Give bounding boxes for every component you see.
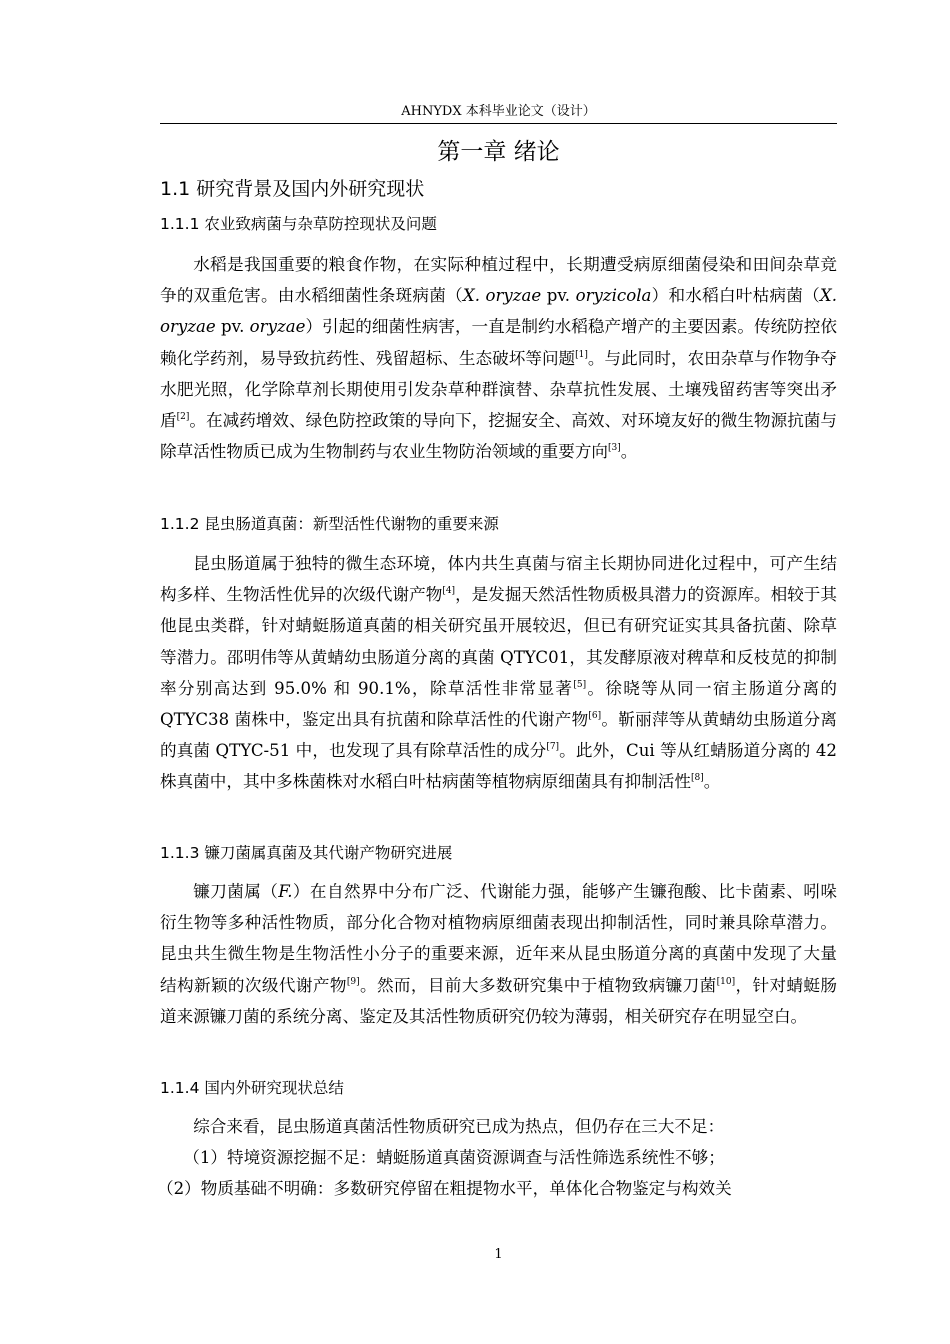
paragraph-2	[160, 548, 837, 798]
text-run: 。此外，Cui 等从红蜻肠道分离的 42 株真菌中，其中多株菌株对水稻白叶枯病菌等植物病原细菌具有抑制活性	[160, 741, 837, 792]
text-run: ，针对蜻蜓肠道来源镰刀菌的系统分离、鉴定及其活性物质研究仍较为薄弱，相关研究存在明显空白。	[160, 975, 838, 1026]
text-run: 镰刀菌属（	[193, 882, 279, 901]
citation-ref: [4]	[442, 586, 456, 597]
text-run: pv.	[215, 317, 250, 337]
text-run: ，是发掘天然活性物质极具潜力的资源库。相较于其他昆虫类群，针对蜻蜓肠道真菌的相关研究虽开展较迟，但已有研究证实其具备抗菌、除草等潜力。邵明伟等从黄蜻幼虫肠道分离的真菌 QTYC01，其发酵原液对稗草和反枝苋的抑制率分别高达到 95.0% 和 90.1%，除草活性非常显著	[160, 585, 838, 698]
text-run: ）引起的细菌性病害，一直是制约水稻稳产增产的主要因素。传统防控依赖化学药剂，易导致抗药性、残留超标、生态破坏等问题	[160, 317, 837, 368]
paragraph-4-intro: 综合来看，昆虫肠道真菌活性物质研究已成为热点，但仍存在三大不足：	[193, 1117, 725, 1136]
subsection-title-4: 1.1.4 国内外研究现状总结	[160, 1079, 344, 1097]
subsection-title-1: 1.1.1 农业致病菌与杂草防控现状及问题	[160, 215, 437, 233]
text-run: 。然而，目前大多数研究集中于植物致病镰刀菌	[359, 975, 717, 995]
paragraph-1	[160, 249, 837, 467]
citation-ref: [7]	[546, 742, 560, 753]
text-run: 水稻是我国重要的粮食作物，在实际种植过程中，长期遭受病原细菌侵染和田间杂草竞争的双重危害。由水稻细菌性条斑病菌（	[160, 255, 837, 306]
text-run: 。在减药增效、绿色防控政策的导向下，挖掘安全、高效、对环境友好的微生物源抗菌与除草活性物质已成为生物制药与农业生物防治领域的重要方向	[160, 411, 838, 462]
italic-term: oryzae	[249, 317, 306, 337]
subsection-title-2: 1.1.2 昆虫肠道真菌：新型活性代谢物的重要来源	[160, 515, 499, 533]
citation-ref: [3]	[608, 443, 621, 454]
text-run: ）和水稻白叶枯病菌（	[651, 286, 820, 306]
text-run: 。	[620, 442, 638, 462]
citation-ref: [5]	[573, 679, 587, 690]
paragraph-4-item-1: （1）特境资源挖掘不足：蜻蜓肠道真菌资源调查与活性筛选系统性不够；	[183, 1148, 725, 1167]
italic-term: X. oryzae	[462, 286, 542, 306]
text-run: 。徐晓等从同一宿主肠道分离的 QTYC38 菌株中，鉴定出具有抗菌和除草活性的代谢产物	[160, 678, 837, 730]
citation-ref: [9]	[346, 976, 360, 987]
paragraph-3	[160, 876, 837, 1032]
header-rule	[160, 123, 837, 124]
running-header: AHNYDX 本科毕业论文（设计）	[401, 104, 596, 119]
section-title: 1.1 研究背景及国内外研究现状	[160, 178, 425, 200]
chapter-title: 第一章 绪论	[437, 139, 560, 165]
text-run: ）在自然界中分布广泛、代谢能力强，能够产生镰孢酸、比卡菌素、吲哚衍生物等多种活性物质，部分化合物对植物病原细菌表现出抑制活性，同时兼具除草潜力。昆虫共生微生物是生物活性小分子的重要来源，近年来从昆虫肠道分离的真菌中发现了大量结构新颖的次级代谢产物	[160, 882, 838, 995]
page-number: 1	[494, 1247, 503, 1262]
citation-ref: [2]	[176, 412, 190, 423]
citation-ref: [6]	[588, 711, 602, 722]
citation-ref: [8]	[691, 773, 704, 784]
citation-ref: [10]	[716, 976, 736, 987]
text-run: 。靳丽萍等从黄蜻幼虫肠道分离的真菌 QTYC-51 中，也发现了具有除草活性的成分	[160, 710, 838, 761]
citation-ref: [1]	[575, 349, 588, 360]
text-run: 。	[703, 772, 721, 792]
italic-term: oryzicola	[575, 286, 652, 306]
paragraph-4-item-2: （2）物质基础不明确：多数研究停留在粗提物水平，单体化合物鉴定与构效关	[157, 1179, 732, 1198]
text-run: 。与此同时，农田杂草与作物争夺水肥光照，化学除草剂长期使用引发杂草种群演替、杂草抗性发展、土壤残留药害等突出矛盾	[160, 348, 837, 431]
subsection-title-3: 1.1.3 镰刀菌属真菌及其代谢产物研究进展	[160, 844, 453, 862]
italic-term: X. oryzae	[160, 286, 838, 337]
italic-term: F.	[278, 882, 293, 901]
text-run: pv.	[541, 286, 576, 306]
text-run: 昆虫肠道属于独特的微生态环境，体内共生真菌与宿主长期协同进化过程中，可产生结构多样、生物活性优异的次级代谢产物	[160, 554, 837, 605]
